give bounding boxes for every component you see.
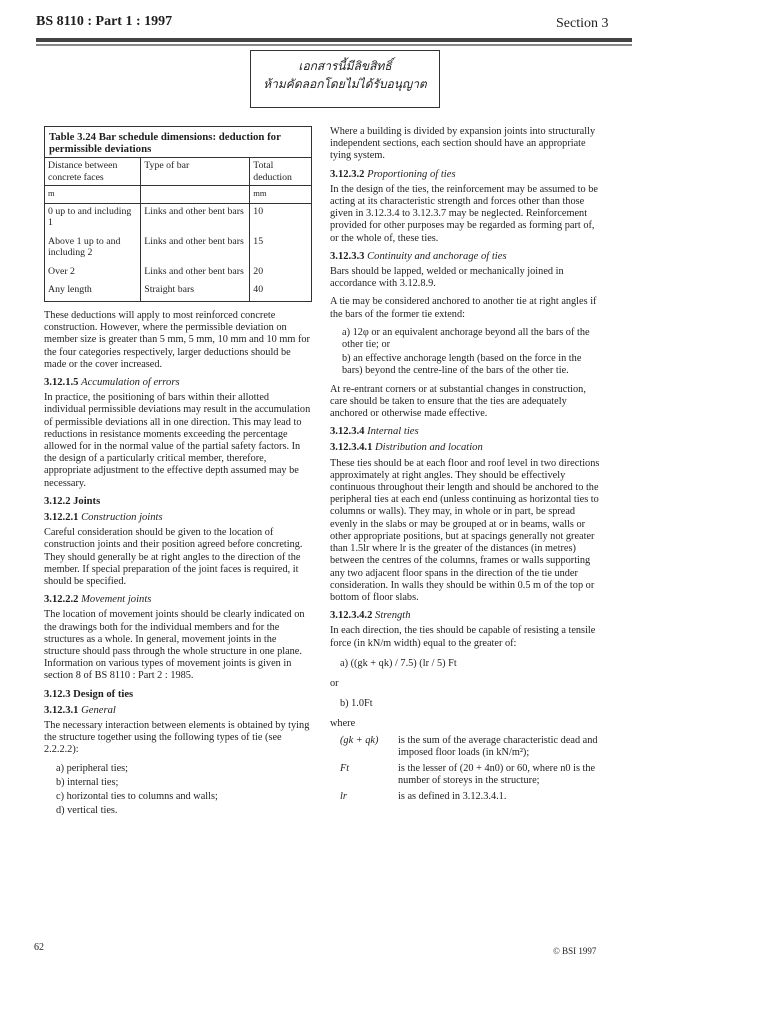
tie-types-list: [44, 763, 312, 818]
heading-title: Movement joints: [81, 594, 152, 606]
bar-schedule-table: [44, 126, 312, 302]
table-cell: 15: [253, 235, 264, 247]
distribution-paragraph: These ties should be at each floor and roof level in two directions approximately at right angles. They should be effectively continuous throughout their length and should be anchored to the peripheral ties at each end (unless continuing as horizontal ties to columns or walls). They may, in whole or in part, be spread evenly in the slabs or may be grouped at or in beams, walls or other appropriate positions, but at spacings generally not greater than 1.5lr where lr is the greater of the distances (in metres) between the centres of the columns, frames or walls supporting any two adjacent floor spans in the direction of the tie under consideration. In walls they should be within 0.5 m of the top or bottom of floor slabs.: [330, 457, 600, 603]
running-header-section: Section 3: [556, 16, 609, 31]
where-text: where: [330, 718, 356, 730]
table-cell: Any length: [45, 282, 141, 301]
list-item: a) peripheral ties;: [56, 762, 129, 774]
running-header-title: BS 8110 : Part 1 : 1997: [36, 14, 173, 29]
heading-number: 3.12.1.5: [44, 376, 79, 388]
heading-3-12-3-4-1: [330, 442, 602, 454]
heading-number: 3.12.3.2: [330, 168, 365, 180]
table-cell: Links and other bent bars: [141, 264, 250, 283]
list-item: a) 12φ or an equivalent anchorage beyond all the bars of the other tie; or: [342, 326, 590, 351]
heading-title: Accumulation of errors: [81, 376, 180, 388]
heading-title: General: [81, 704, 116, 716]
table-cell: Above 1 up to and including 2: [45, 234, 141, 264]
copyright-stamp: [250, 50, 440, 108]
heading-3-12-2: 3.12.2 Joints: [44, 495, 101, 507]
list-item: c) horizontal ties to columns and walls;: [56, 791, 218, 803]
table-cell: Links and other bent bars: [141, 234, 250, 264]
heading-3-12-2-2: [44, 594, 312, 606]
construction-joints-paragraph: Careful consideration should be given to the location of construction joints and their position agreed before concreting. They should generally be at right angles to the direction of the member. If special preparation of the joint faces is required, it should be specified.: [44, 527, 303, 587]
lapping-paragraph: Bars should be lapped, welded or mechanically joined in accordance with 3.12.8.9.: [330, 266, 564, 290]
table-unit-m: m: [45, 186, 141, 204]
definition-text: is the lesser of (20 + 4n0) or 60, where n0 is the number of storeys in the structure;: [398, 762, 596, 787]
heading-title: Construction joints: [81, 511, 163, 523]
stamp-line-2: ห้ามคัดลอกโดยไม่ได้รับอนุญาต: [263, 77, 427, 91]
table-cell: Over 2: [45, 264, 141, 283]
strength-paragraph: In each direction, the ties should be capable of resisting a tensile force (in kN/m width) equal to the greater of:: [330, 625, 596, 649]
heading-title: Distribution and location: [375, 442, 483, 454]
right-column: [330, 126, 602, 804]
proportioning-paragraph: In the design of the ties, the reinforcement may be assumed to be acting at its characteristic strength and forces other than those given in 3.12.3.4 to 3.12.3.7 may be neglected. Reinforcement provided for other purposes may be regarded as forming part of, or the whole of, these ties.: [330, 183, 598, 244]
expansion-joints-paragraph: Where a building is divided by expansion joints into structurally independent sections, each section should have an appropriate tying system.: [330, 126, 596, 162]
heading-number: 3.12.3.4.2: [330, 610, 373, 622]
heading-number: 3.12.2.1: [44, 511, 79, 523]
accumulation-paragraph: In practice, the positioning of bars within their allotted individual permissible deviations may result in the accumulation of permissible deviations all in one direction. This may lead to reductions in resistance moments exceeding the percentage allowed for in the normal value of the partial safety factors. In the design of a particularly critical member, therefore, appropriate adjustment to the effective depth assumed may be necessary.: [44, 392, 311, 489]
list-item: d) vertical ties.: [56, 805, 118, 817]
table-row: [45, 264, 311, 283]
heading-title: Proportioning of ties: [367, 168, 456, 180]
left-column: [44, 126, 312, 823]
definitions-list: [340, 735, 602, 804]
definition-symbol: Ft: [340, 762, 350, 774]
heading-number: 3.12.2.2: [44, 594, 79, 606]
heading-number: 3.12.3.4: [330, 426, 365, 438]
definition-text: is the sum of the average characteristic dead and imposed floor loads (in kN/m²);: [398, 734, 598, 758]
table-header-distance: Distance between concrete faces: [45, 158, 141, 186]
anchorage-list: [330, 327, 602, 378]
equation-a: a) ((gk + qk) / 7.5) (lr / 5) Ft: [340, 657, 457, 669]
table-row: [45, 203, 311, 234]
table-cell: 10: [253, 205, 264, 217]
heading-3-12-3-4: [330, 426, 602, 438]
general-ties-paragraph: The necessary interaction between elements is obtained by tying the structure together using the following types of tie (see 2.2.2.2):: [44, 720, 310, 756]
heading-title: Continuity and anchorage of ties: [367, 250, 507, 262]
table-header-type: Type of bar: [141, 158, 250, 186]
table-header-deduction: Total deduction: [250, 158, 311, 186]
heading-3-12-3-3: [330, 251, 602, 263]
anchorage-paragraph: A tie may be considered anchored to another tie at right angles if the bars of the former tie extend:: [330, 296, 597, 320]
page-number: 62: [34, 942, 44, 953]
table-unit-mm: mm: [250, 186, 311, 204]
table-row: [45, 234, 311, 264]
list-item: b) an effective anchorage length (based on the force in the bars) beyond the centre-line of the bars of the other tie.: [342, 353, 582, 377]
table-cell: Straight bars: [141, 282, 250, 301]
heading-3-12-3-4-2: [330, 610, 602, 622]
heading-number: 3.12.3.4.1: [330, 442, 373, 454]
heading-3-12-3-2: [330, 169, 602, 181]
heading-3-12-1-5: [44, 377, 312, 389]
table-cell: 0 up to and including 1: [45, 203, 141, 234]
movement-joints-paragraph: The location of movement joints should be clearly indicated on the drawings both for the individual members and for the structures as a whole. In general, movement joints in the structure should pass through the whole structure in one plane. Information on various types of movement joints is given in section 8 of BS 8110 : Part 2 : 1985.: [44, 609, 305, 682]
table-cell: 40: [253, 284, 264, 296]
header-rule-thin: [36, 44, 632, 46]
definition-symbol: (gk + qk): [340, 734, 379, 746]
equation-b: b) 1.0Ft: [340, 698, 373, 710]
list-item: b) internal ties;: [56, 776, 119, 788]
heading-3-12-3: 3.12.3 Design of ties: [44, 688, 134, 700]
heading-3-12-3-1: [44, 705, 312, 717]
heading-number: 3.12.3.1: [44, 704, 79, 716]
table-cell: 20: [253, 265, 264, 277]
heading-title: Strength: [375, 610, 411, 622]
table-caption: Table 3.24 Bar schedule dimensions: deduction for permissible deviations: [45, 127, 311, 158]
heading-number: 3.12.3.3: [330, 250, 365, 262]
header-rule: [36, 38, 632, 42]
table-row: [45, 282, 311, 301]
re-entrant-paragraph: At re-entrant corners or at substantial changes in construction, care should be taken to ensure that the ties are adequately anchored or otherwise made effective.: [330, 383, 586, 420]
copyright-footer: © BSI 1997: [553, 946, 597, 956]
or-text: or: [330, 677, 339, 689]
heading-title: Internal ties: [367, 426, 419, 438]
table-cell: Links and other bent bars: [141, 203, 250, 234]
stamp-line-1: เอกสารนี้มีลิขสิทธิ์: [298, 59, 392, 73]
table-unit-blank: [141, 186, 250, 204]
definition-symbol: lr: [340, 791, 347, 803]
deductions-paragraph: These deductions will apply to most reinforced concrete construction. However, where the permissible deviation on member size is greater than 5 mm, 5 mm, 10 mm and 10 mm for the four categories respectively, larger deductions should be made or the cover increased.: [44, 309, 310, 370]
definition-text: is as defined in 3.12.3.4.1.: [398, 791, 507, 803]
heading-3-12-2-1: [44, 512, 312, 524]
